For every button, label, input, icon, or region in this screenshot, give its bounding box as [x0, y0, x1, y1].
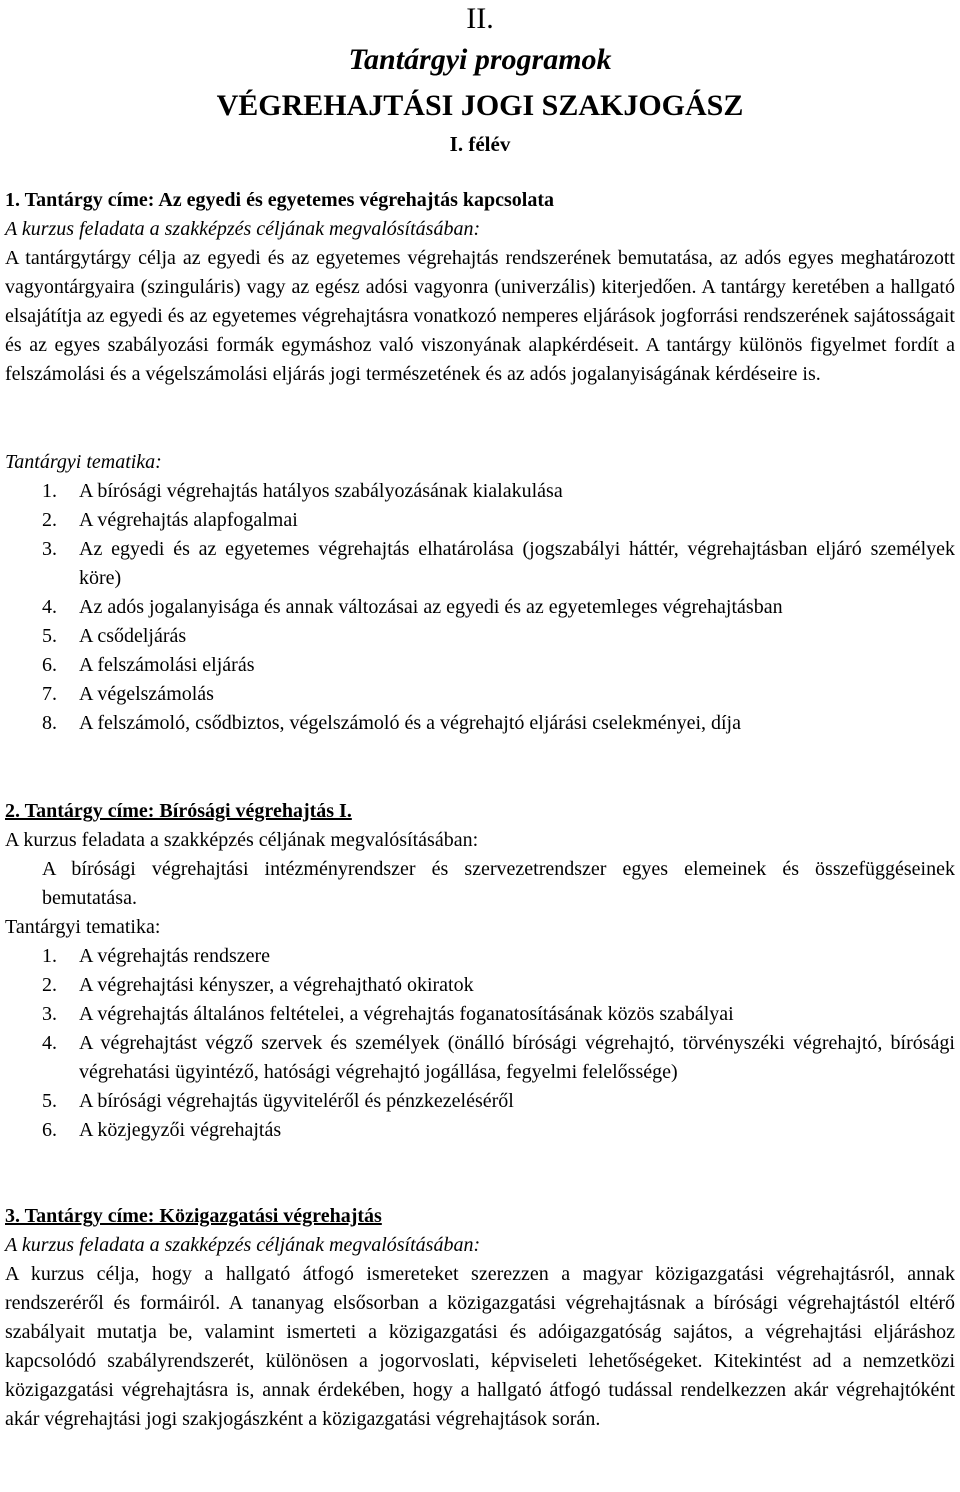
- list-item-number: 5.: [42, 1090, 57, 1112]
- list-item-text: Az egyedi és az egyetemes végrehajtás elhatárolása (jogszabályi háttér, végrehajtásban eljáró személyek köre): [79, 538, 955, 589]
- program-name: VÉGREHAJTÁSI JOGI SZAKJOGÁSZ: [216, 89, 744, 122]
- list-item-number: 5.: [42, 625, 57, 647]
- course-2-title: 2. Tantárgy címe: Bírósági végrehajtás I.: [5, 800, 352, 822]
- list-item-number: 4.: [42, 596, 57, 618]
- list-item-text: A felszámolási eljárás: [79, 654, 255, 676]
- document-title: Tantárgyi programok: [348, 43, 612, 76]
- list-item-text: Az adós jogalanyisága és annak változásai az egyedi és az egyetemleges végrehajtásban: [79, 596, 783, 618]
- course-2-topics-label: Tantárgyi tematika:: [5, 916, 161, 938]
- list-item-number: 1.: [42, 480, 57, 502]
- list-item: [42, 506, 955, 535]
- list-item-text: A végrehajtást végző szervek és személyek (önálló bírósági végrehajtó, törvényszéki végrehajtó, bírósági végrehatási ügyintéző, hatósági végrehajtó jogállása, fegyelmi felelőssége): [79, 1032, 955, 1083]
- list-item-number: 4.: [42, 1032, 57, 1054]
- course-1-topic-list: [42, 477, 955, 738]
- list-item-text: A végrehajtás alapfogalmai: [79, 509, 298, 531]
- list-item-text: A felszámoló, csődbiztos, végelszámoló és a végrehajtó eljárási cselekményei, díja: [79, 712, 741, 734]
- list-item-number: 8.: [42, 712, 57, 734]
- list-item: [42, 535, 955, 593]
- course-2-task-label: A kurzus feladata a szakképzés céljának megvalósításában:: [5, 829, 479, 851]
- list-item-number: 6.: [42, 1119, 57, 1141]
- list-item-text: A végrehajtási kényszer, a végrehajtható okiratok: [79, 974, 474, 996]
- list-item-number: 3.: [42, 1003, 57, 1025]
- chapter-number: II.: [466, 2, 494, 35]
- list-item-text: A végrehajtás általános feltételei, a végrehajtás foganatosításának közös szabályai: [79, 1003, 734, 1025]
- list-item-text: A végelszámolás: [79, 683, 214, 705]
- list-item: [42, 942, 955, 971]
- list-item: [42, 622, 955, 651]
- list-item: [42, 680, 955, 709]
- course-1-description: A tantárgytárgy célja az egyedi és az egyetemes végrehajtás rendszerének bemutatása, az adós egyes meghatározott vagyontárgyaira (szinguláris) vagy az egész adósi vagyonra (univerzális) kiterjedően. A tantárgy keretében a hallgató elsajátítja az egyedi és az egyetemes végrehajtásra vonatkozó nemperes eljárások jogforrási rendszerének sajátosságait és az egyes szabályozási formák egymáshoz való viszonyának alapkérdéseit. A tantárgy különös figyelmet fordít a felszámolási és a végelszámolási eljárás jogi természetének és az adós jogalanyiságának kérdéseire is.: [5, 247, 955, 385]
- list-item-number: 6.: [42, 654, 57, 676]
- list-item: [42, 1087, 955, 1116]
- course-2-description: A bírósági végrehajtási intézményrendszer és szervezetrendszer egyes elemeinek és összefüggéseinek bemutatása.: [42, 858, 955, 909]
- course-3-task-label: A kurzus feladata a szakképzés céljának megvalósításában:: [5, 1234, 481, 1256]
- list-item-number: 7.: [42, 683, 57, 705]
- list-item-text: A bírósági végrehajtás ügyviteléről és pénzkezeléséről: [79, 1090, 514, 1112]
- list-item-number: 1.: [42, 945, 57, 967]
- list-item-text: A bírósági végrehajtás hatályos szabályozásának kialakulása: [79, 480, 563, 502]
- semester-label: I. félév: [449, 132, 511, 156]
- course-1-topics-label: Tantárgyi tematika:: [5, 451, 162, 473]
- list-item-text: A csődeljárás: [79, 625, 187, 647]
- list-item-number: 3.: [42, 538, 57, 560]
- list-item: [42, 709, 955, 738]
- list-item: [42, 1116, 955, 1145]
- course-2-topic-list: [42, 942, 955, 1145]
- list-item-text: A végrehajtás rendszere: [79, 945, 271, 967]
- course-1-task-label: A kurzus feladata a szakképzés céljának megvalósításában:: [5, 218, 481, 240]
- list-item: [42, 971, 955, 1000]
- list-item-text: A közjegyzői végrehajtás: [79, 1119, 282, 1141]
- course-3-title: 3. Tantárgy címe: Közigazgatási végrehajtás: [5, 1205, 382, 1227]
- course-3-description: A kurzus célja, hogy a hallgató átfogó ismereteket szerezzen a magyar közigazgatási végrehajtásról, annak rendszeréről és formáiról. A tananyag elsősorban a közigazgatási végrehajtásnak a bírósági végrehajtástól eltérő szabályait mutatja be, valamint ismerteti a közigazgatási és adóigazgatóság sajátos, a végrehajtási eljáráshoz kapcsolódó szabályrendszerét, különösen a jogorvoslati, képviseleti lehetőségeket. Kitekintést ad a nemzetközi közigazgatási végrehajtásra is, annak érdekében, hogy a hallgató átfogó tudással rendelkezzen akár végrehajtóként akár végrehajtási jogi szakjogászként a közigazgatási végrehajtások során.: [5, 1263, 955, 1430]
- list-item: [42, 1000, 955, 1029]
- list-item: [42, 1029, 955, 1087]
- list-item: [42, 477, 955, 506]
- list-item-number: 2.: [42, 509, 57, 531]
- list-item: [42, 651, 955, 680]
- course-1-title: 1. Tantárgy címe: Az egyedi és egyetemes végrehajtás kapcsolata: [5, 189, 554, 211]
- list-item: [42, 593, 955, 622]
- list-item-number: 2.: [42, 974, 57, 996]
